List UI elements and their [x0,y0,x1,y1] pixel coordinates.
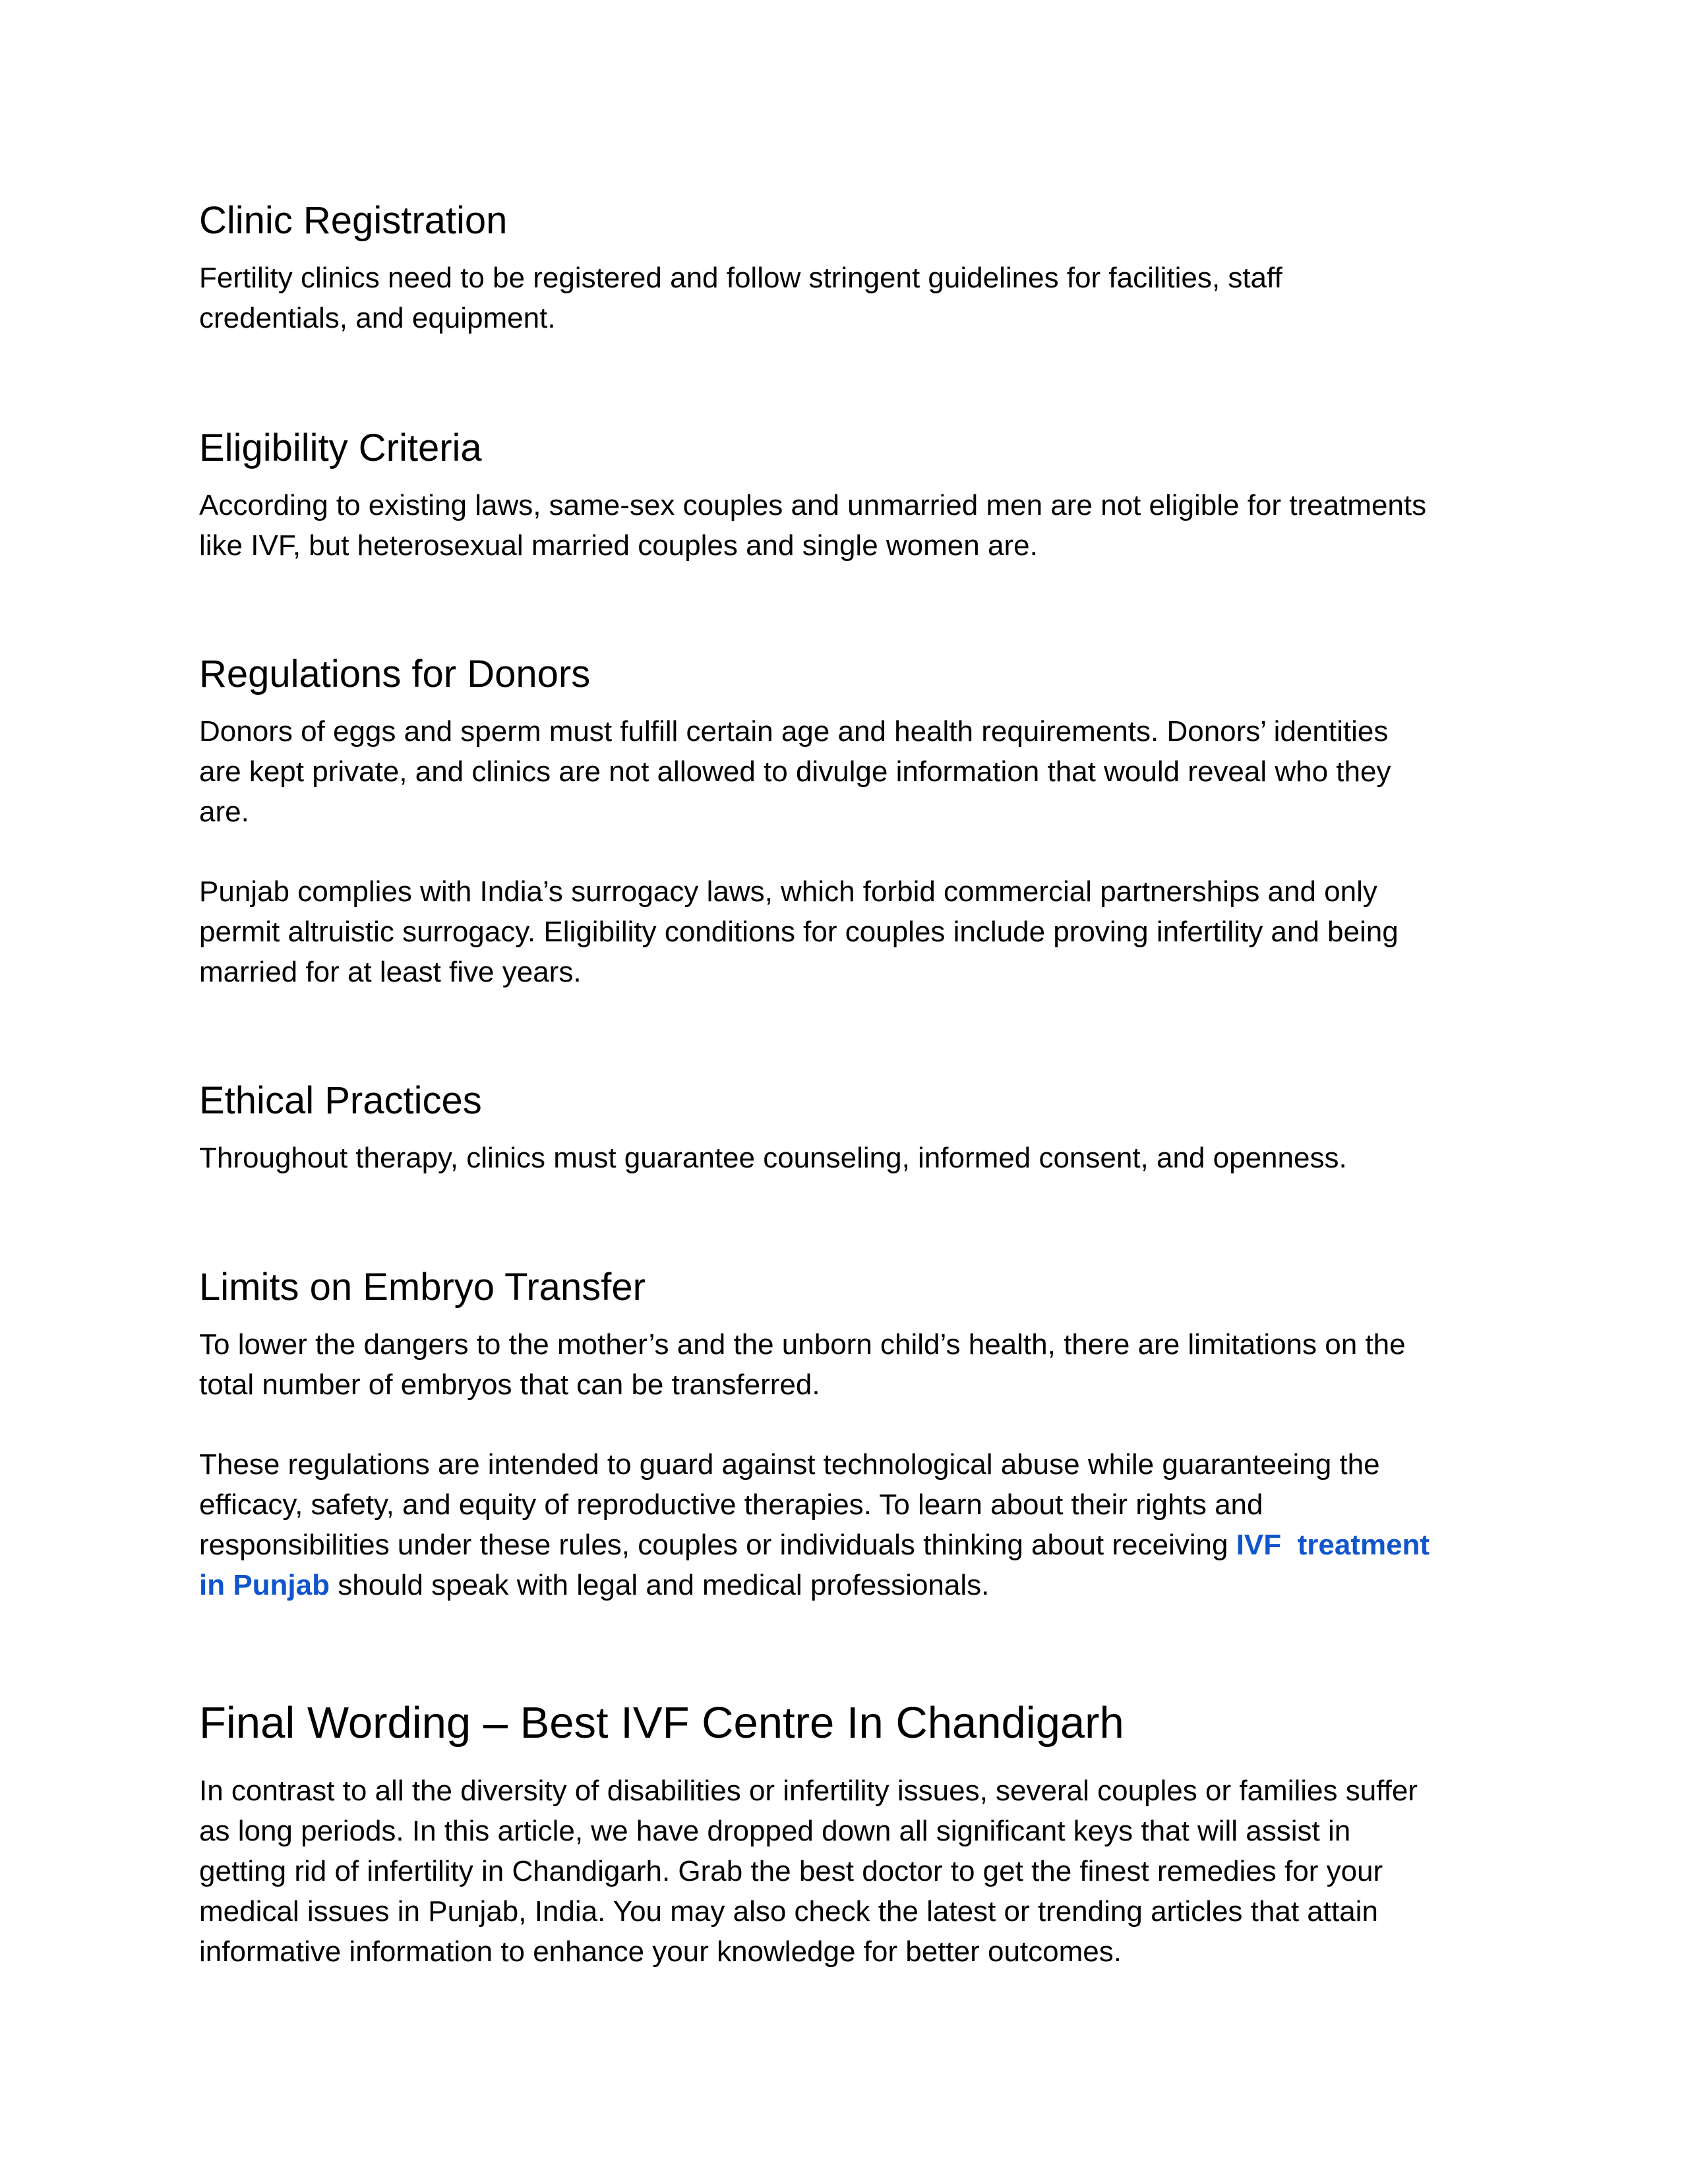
heading-regulations-for-donors: Regulations for Donors [199,653,591,695]
paragraph-eligibility-criteria [199,485,1518,566]
text-line: These regulations are intended to guard against technological abuse while guaranteeing the [199,1448,1380,1481]
text-line: like IVF, but heterosexual married couples and single women are. [199,529,1038,562]
ivf-treatment-punjab-link[interactable]: IVF treatment [1236,1529,1430,1561]
heading-ethical-practices: Ethical Practices [199,1079,482,1122]
text-line-with-link [199,1525,1518,1565]
paragraph-embryo-limits [199,1324,1518,1405]
text-line: medical issues in Punjab, India. You may also check the latest or trending articles that attain [199,1895,1378,1928]
text-line: According to existing laws, same-sex couples and unmarried men are not eligible for treatments [199,489,1427,521]
text-line: getting rid of infertility in Chandigarh. Grab the best doctor to get the finest remedies for your [199,1855,1383,1887]
text-line: total number of embryos that can be transferred. [199,1369,820,1401]
paragraph-donors [199,711,1518,832]
heading-clinic-registration: Clinic Registration [199,199,508,242]
text-line: Throughout therapy, clinics must guarantee counseling, informed consent, and openness. [199,1142,1347,1174]
paragraph-surrogacy [199,871,1518,992]
text-line-with-link [199,1565,1518,1605]
paragraph-final-wording [199,1771,1518,1972]
paragraph-clinic-registration [199,258,1518,338]
text-line: married for at least five years. [199,956,582,988]
text-line: efficacy, safety, and equity of reproductive therapies. To learn about their rights and [199,1489,1263,1521]
text-line: credentials, and equipment. [199,302,556,334]
text-line: Fertility clinics need to be registered and follow stringent guidelines for facilities, staff [199,262,1282,294]
text-segment: responsibilities under these rules, couples or individuals thinking about receiving [199,1529,1236,1561]
paragraph-regulations-summary [199,1444,1518,1605]
ivf-treatment-punjab-link-continued[interactable]: in Punjab [199,1569,330,1601]
text-line: In contrast to all the diversity of disabilities or infertility issues, several couples or families suffer [199,1775,1418,1807]
text-line: To lower the dangers to the mother’s and the unborn child’s health, there are limitations on the [199,1328,1406,1361]
text-line: permit altruistic surrogacy. Eligibility conditions for couples include proving infertility and being [199,916,1399,948]
text-segment: should speak with legal and medical professionals. [330,1569,990,1601]
text-line: are. [199,796,249,828]
text-line: are kept private, and clinics are not allowed to divulge information that would reveal who they [199,755,1391,788]
heading-limits-on-embryo-transfer: Limits on Embryo Transfer [199,1266,646,1309]
text-line: Punjab complies with India’s surrogacy laws, which forbid commercial partnerships and only [199,875,1377,908]
paragraph-ethical-practices [199,1138,1518,1178]
heading-final-wording: Final Wording – Best IVF Centre In Chandigarh [199,1698,1124,1748]
text-line: Donors of eggs and sperm must fulfill certain age and health requirements. Donors’ identities [199,715,1389,748]
text-line: as long periods. In this article, we have dropped down all significant keys that will assist in [199,1815,1351,1847]
text-line: informative information to enhance your knowledge for better outcomes. [199,1935,1122,1968]
heading-eligibility-criteria: Eligibility Criteria [199,427,482,469]
